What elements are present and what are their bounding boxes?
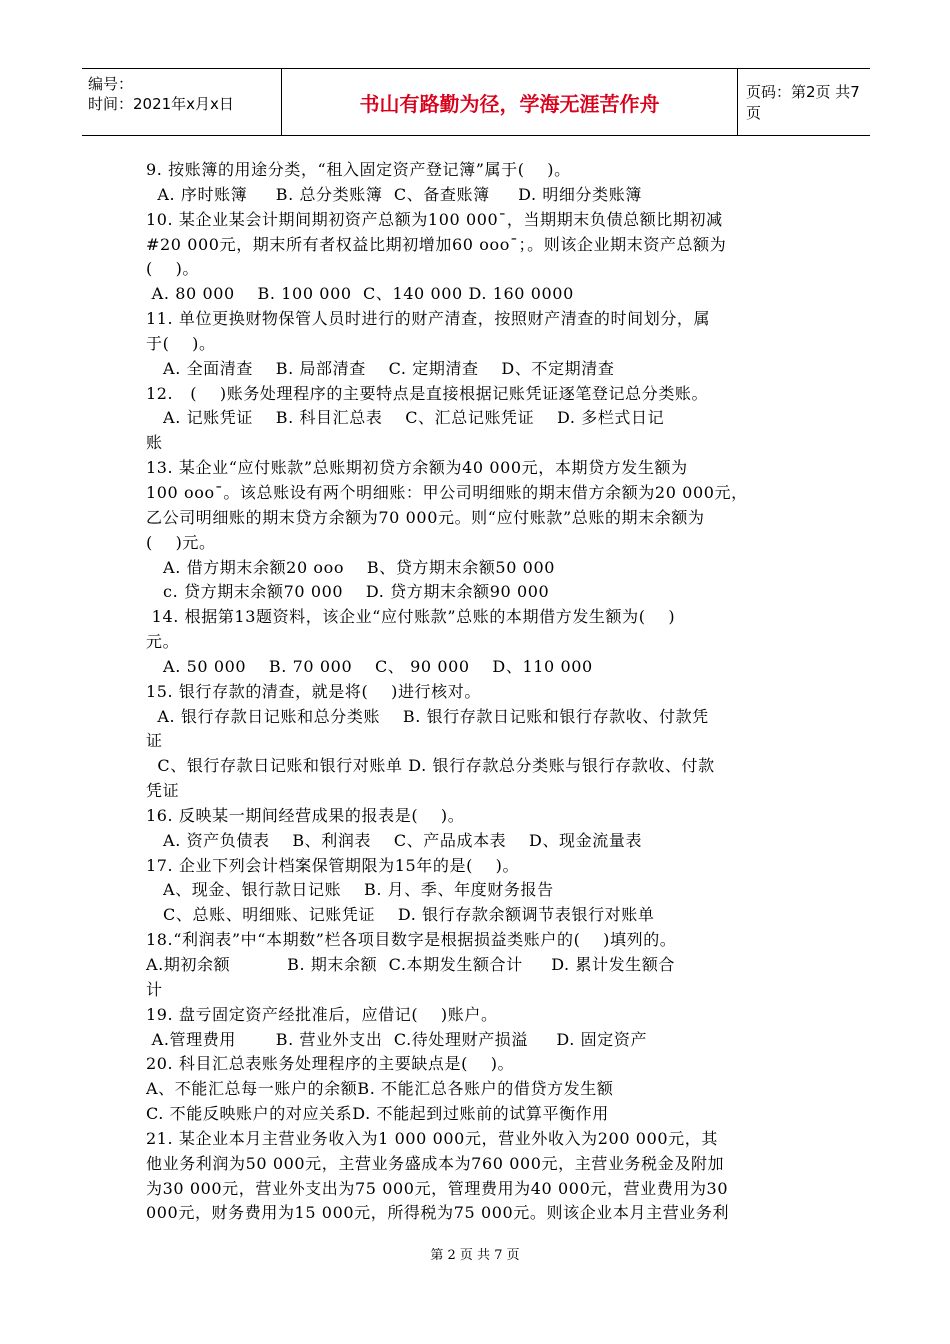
text-line: c. 贷方期末余额70 000 D. 贷方期末余额90 000 bbox=[146, 582, 550, 602]
text-line: A、现金、银行款日记账 B. 月、季、年度财务报告 bbox=[146, 880, 554, 900]
text-line: C、银行存款日记账和银行对账单 D. 银行存款总分类账与银行存款收、付款 bbox=[146, 756, 715, 776]
text-line: 9. 按账簿的用途分类，“租入固定资产登记簿”属于( )。 bbox=[146, 160, 571, 179]
text-line: #20 000元，期末所有者权益比期初增加60 ooo¯；。则该企业期末资产总额为 bbox=[146, 234, 727, 254]
page-header bbox=[82, 68, 870, 136]
text-line: 乙公司明细账的期末贷方余额为70 000元。则“应付账款”总账的期末余额为 bbox=[146, 507, 705, 527]
text-line: 为30 000元，营业外支出为75 000元，管理费用为40 000元，营业费用为30 bbox=[146, 1178, 729, 1198]
text-line: 20. 科目汇总表账务处理程序的主要缺点是( )。 bbox=[146, 1054, 515, 1074]
document-body bbox=[146, 158, 826, 1226]
header-meta-cell bbox=[82, 69, 282, 135]
text-line: 17. 企业下列会计档案保管期限为15年的是( )。 bbox=[146, 855, 520, 875]
text-line: ( )元。 bbox=[146, 532, 216, 552]
header-page-number: 页码：第2页 共7页 bbox=[746, 83, 860, 122]
text-line: A. 记账凭证 B. 科目汇总表 C、汇总记账凭证 D. 多栏式日记 bbox=[146, 408, 665, 428]
text-line: 账 bbox=[146, 433, 163, 453]
text-line: A. 银行存款日记账和总分类账 B. 银行存款日记账和银行存款收、付款凭 bbox=[146, 706, 709, 726]
text-line: A. 全面清查 B. 局部清查 C. 定期清查 D、不定期清查 bbox=[146, 358, 615, 378]
text-line: C. 不能反映账户的对应关系D. 不能起到过账前的试算平衡作用 bbox=[146, 1104, 609, 1124]
text-line: 12. ( )账务处理程序的主要特点是直接根据记账凭证逐笔登记总分类账。 bbox=[146, 383, 709, 403]
page-footer: 第 2 页 共 7 页 bbox=[430, 1248, 520, 1263]
text-line: 19. 盘亏固定资产经批准后，应借记( )账户。 bbox=[146, 1004, 498, 1024]
text-line: 000元，财务费用为15 000元，所得税为75 000元。则该企业本月主营业务利 bbox=[146, 1203, 730, 1223]
text-line: A. 80 000 B. 100 000 C、140 000 D. 160 0000 bbox=[146, 284, 574, 304]
text-line: 15. 银行存款的清查，就是将( )进行核对。 bbox=[146, 681, 481, 701]
text-line: 16. 反映某一期间经营成果的报表是( )。 bbox=[146, 805, 465, 825]
text-line: ( )。 bbox=[146, 259, 200, 279]
text-line: 他业务利润为50 000元，主营业务盛成本为760 000元，主营业务税金及附加 bbox=[146, 1153, 725, 1173]
header-motto: 书山有路勤为径，学海无涯苦作舟 bbox=[282, 69, 738, 135]
text-line: 21. 某企业本月主营业务收入为1 000 000元，营业外收入为200 000元，其 bbox=[146, 1128, 718, 1148]
text-line: A. 序时账簿 B. 总分类账簿 C、备查账簿 D. 明细分类账簿 bbox=[146, 184, 642, 204]
text-line: 计 bbox=[146, 979, 163, 999]
document-date-label: 时间：2021年x月x日 bbox=[88, 95, 234, 113]
text-line: 13. 某企业“应付账款”总账期初贷方余额为40 000元，本期贷方发生额为 bbox=[146, 458, 688, 478]
text-line: A.管理费用 B. 营业外支出 C.待处理财产损溢 D. 固定资产 bbox=[146, 1029, 648, 1049]
text-line: 凭证 bbox=[146, 781, 180, 801]
text-line: A. 资产负债表 B、利润表 C、产品成本表 D、现金流量表 bbox=[146, 830, 643, 850]
text-line: 元。 bbox=[146, 632, 180, 652]
text-line: 证 bbox=[146, 731, 163, 751]
text-line: 14. 根据第13题资料，该企业“应付账款”总账的本期借方发生额为( ) bbox=[146, 607, 676, 627]
text-line: A、不能汇总每一账户的余额B. 不能汇总各账户的借贷方发生额 bbox=[146, 1079, 614, 1099]
text-line: 18.“利润表”中“本期数”栏各项目数字是根据损益类账户的( )填列的。 bbox=[146, 930, 677, 950]
text-line: 10. 某企业某会计期间期初资产总额为100 000¯，当期期末负债总额比期初减 bbox=[146, 209, 723, 229]
text-line: A.期初余额 B. 期末余额 C.本期发生额合计 D. 累计发生额合 bbox=[146, 955, 676, 974]
text-line: A. 50 000 B. 70 000 C、 90 000 D、110 000 bbox=[146, 656, 593, 676]
document-number-label: 编号： bbox=[88, 75, 134, 93]
text-line: 11. 单位更换财物保管人员时进行的财产清查，按照财产清查的时间划分，属 bbox=[146, 309, 711, 329]
text-line: 于( )。 bbox=[146, 333, 216, 353]
text-line: A. 借方期末余额20 ooo B、贷方期末余额50 000 bbox=[146, 557, 556, 577]
text-line: 100 ooo¯。该总账设有两个明细账：甲公司明细账的期末借方余额为20 000元， bbox=[146, 482, 748, 502]
text-line: C、总账、明细账、记账凭证 D. 银行存款余额调节表银行对账单 bbox=[146, 905, 655, 925]
